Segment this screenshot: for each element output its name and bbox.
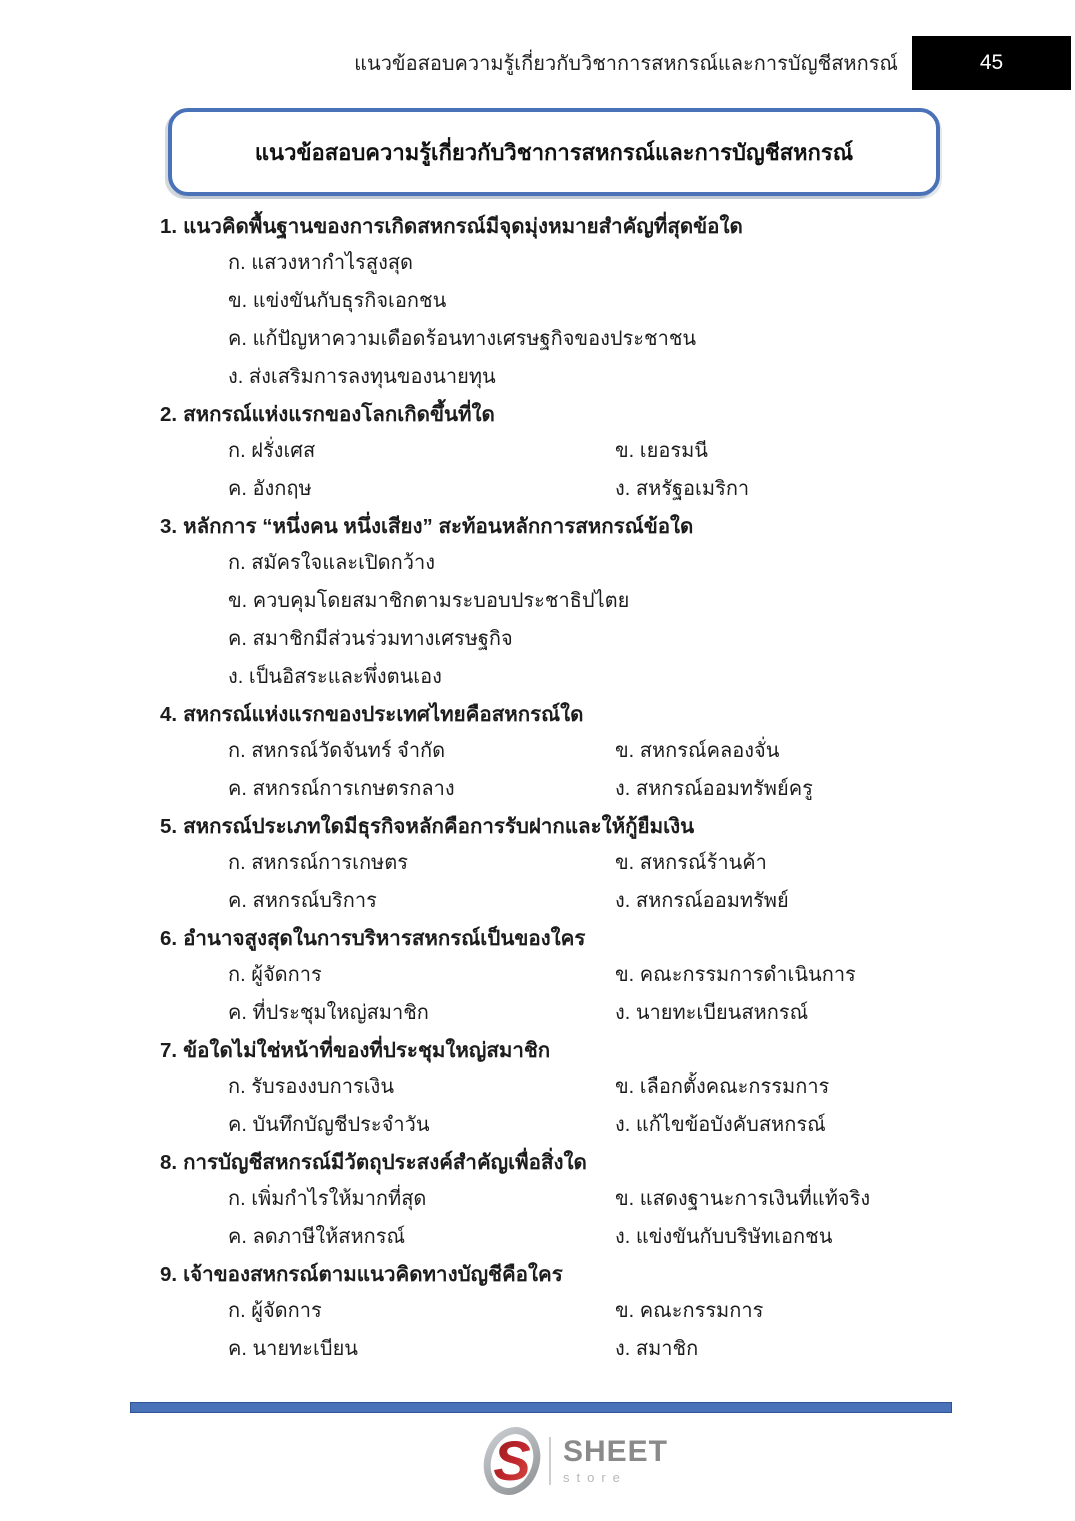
- question: [160, 210, 965, 396]
- question: [160, 922, 965, 1032]
- answer-option: ง. แข่งขันกับบริษัทเอกชน: [615, 1226, 833, 1248]
- question-text: สหกรณ์ประเภทใดมีธุรกิจหลักคือการรับฝากและให้กู้ยืมเงิน: [183, 815, 695, 838]
- title-box: [168, 108, 940, 196]
- answer-option: ก. เพิ่มกำไรให้มากที่สุด: [228, 1188, 427, 1210]
- answer-option: ค. สหกรณ์การเกษตรกลาง: [228, 778, 455, 800]
- answer-option: ง. นายทะเบียนสหกรณ์: [615, 1002, 809, 1024]
- question: [160, 398, 965, 508]
- question-heading: [160, 810, 965, 844]
- answer-option: ก. ผู้จัดการ: [228, 964, 322, 986]
- question-number: 7.: [160, 1039, 178, 1062]
- answer-option: ข. คณะกรรมการ: [615, 1300, 764, 1322]
- answer-option: ง. แก้ไขข้อบังคับสหกรณ์: [615, 1114, 826, 1136]
- question-heading: [160, 210, 965, 244]
- answer-option: ก. ผู้จัดการ: [228, 1300, 322, 1322]
- question-text: การบัญชีสหกรณ์มีวัตถุประสงค์สำคัญเพื่อสิ่งใด: [183, 1151, 587, 1174]
- answer-option: ข. สหกรณ์คลองจั่น: [615, 740, 780, 762]
- question-text: สหกรณ์แห่งแรกของประเทศไทยคือสหกรณ์ใด: [183, 703, 584, 726]
- answer-option: ค. แก้ปัญหาความเดือดร้อนทางเศรษฐกิจของประชาชน: [228, 328, 697, 350]
- svg-text:S: S: [493, 1429, 531, 1492]
- answer-option: ง. ส่งเสริมการลงทุนของนายทุน: [228, 366, 496, 388]
- question-heading: [160, 1258, 965, 1292]
- answer-option: ก. รับรองงบการเงิน: [228, 1076, 394, 1098]
- answer-option: ง. สหกรณ์ออมทรัพย์ครู: [615, 778, 813, 800]
- logo-name: SHEET: [562, 1435, 669, 1468]
- answer-option: ข. เลือกตั้งคณะกรรมการ: [615, 1076, 830, 1098]
- answer-options: [228, 1292, 965, 1368]
- answer-option: ก. สหกรณ์การเกษตร: [228, 852, 408, 874]
- page-number: 45: [979, 51, 1004, 74]
- question-text: สหกรณ์แห่งแรกของโลกเกิดขึ้นที่ใด: [183, 403, 495, 426]
- question-list: [160, 210, 965, 1370]
- question-number: 5.: [160, 815, 178, 838]
- sheet-store-logo-icon: [483, 1424, 541, 1498]
- answer-options: [228, 956, 965, 1032]
- question: [160, 698, 965, 808]
- page-title: แนวข้อสอบความรู้เกี่ยวกับวิชาการสหกรณ์และการบัญชีสหกรณ์: [254, 139, 854, 165]
- question-number: 2.: [160, 403, 178, 426]
- question-number: 3.: [160, 515, 178, 538]
- brand-logo: [483, 1424, 668, 1498]
- question-text: อำนาจสูงสุดในการบริหารสหกรณ์เป็นของใคร: [183, 927, 586, 950]
- answer-option: ก. ฝรั่งเศส: [228, 440, 316, 462]
- question-text: เจ้าของสหกรณ์ตามแนวคิดทางบัญชีคือใคร: [183, 1263, 563, 1286]
- answer-option: ข. แข่งขันกับธุรกิจเอกชน: [228, 290, 447, 312]
- question-number: 4.: [160, 703, 178, 726]
- logo-text: [563, 1437, 668, 1485]
- answer-option: ข. เยอรมนี: [615, 440, 708, 462]
- question-number: 1.: [160, 215, 178, 238]
- answer-option: ข. สหกรณ์ร้านค้า: [615, 852, 767, 874]
- question-text: ข้อใดไม่ใช่หน้าที่ของที่ประชุมใหญ่สมาชิก: [183, 1039, 551, 1062]
- answer-option: ข. แสดงฐานะการเงินที่แท้จริง: [615, 1188, 871, 1210]
- answer-option: ง. สมาชิก: [615, 1338, 699, 1360]
- answer-options: [228, 244, 965, 396]
- answer-options: [228, 732, 965, 808]
- answer-option: ง. สหรัฐอเมริกา: [615, 478, 750, 500]
- answer-option: ข. ควบคุมโดยสมาชิกตามระบอบประชาธิปไตย: [228, 590, 630, 612]
- question-heading: [160, 1034, 965, 1068]
- question-heading: [160, 698, 965, 732]
- answer-option: ก. แสวงหากำไรสูงสุด: [228, 252, 414, 274]
- answer-option: ง. เป็นอิสระและพึ่งตนเอง: [228, 666, 442, 688]
- answer-option: ค. ลดภาษีให้สหกรณ์: [228, 1226, 406, 1248]
- answer-option: ค. บันทึกบัญชีประจำวัน: [228, 1114, 430, 1136]
- question: [160, 510, 965, 696]
- footer-divider: [130, 1402, 952, 1413]
- question-heading: [160, 398, 965, 432]
- question: [160, 810, 965, 920]
- answer-options: [228, 844, 965, 920]
- page-number-box: [912, 36, 1071, 90]
- answer-option: ก. สมัครใจและเปิดกว้าง: [228, 552, 435, 574]
- answer-options: [228, 1068, 965, 1144]
- logo-subtitle: store: [562, 1470, 627, 1485]
- answer-option: ค. อังกฤษ: [228, 478, 312, 500]
- answer-option: ข. คณะกรรมการดำเนินการ: [615, 964, 856, 986]
- answer-option: ค. นายทะเบียน: [228, 1338, 358, 1360]
- footer-logo-row: [0, 1424, 1075, 1498]
- answer-option: ค. สหกรณ์บริการ: [228, 890, 377, 912]
- question-number: 9.: [160, 1263, 178, 1286]
- question-text: แนวคิดพื้นฐานของการเกิดสหกรณ์มีจุดมุ่งหมายสำคัญที่สุดข้อใด: [183, 215, 743, 238]
- logo-divider: [549, 1437, 551, 1485]
- question-number: 6.: [160, 927, 178, 950]
- answer-options: [228, 544, 965, 696]
- question: [160, 1034, 965, 1144]
- question-heading: [160, 510, 965, 544]
- page-header: [0, 36, 1071, 90]
- question-text: หลักการ “หนึ่งคน หนึ่งเสียง” สะท้อนหลักการสหกรณ์ข้อใด: [183, 515, 694, 538]
- answer-option: ง. สหกรณ์ออมทรัพย์: [615, 890, 789, 912]
- answer-options: [228, 1180, 965, 1256]
- question-heading: [160, 922, 965, 956]
- header-title: แนวข้อสอบความรู้เกี่ยวกับวิชาการสหกรณ์และการบัญชีสหกรณ์: [354, 53, 898, 75]
- question-heading: [160, 1146, 965, 1180]
- answer-options: [228, 432, 965, 508]
- question: [160, 1258, 965, 1368]
- answer-option: ค. ที่ประชุมใหญ่สมาชิก: [228, 1002, 429, 1024]
- answer-option: ค. สมาชิกมีส่วนร่วมทางเศรษฐกิจ: [228, 628, 513, 650]
- answer-option: ก. สหกรณ์วัดจันทร์ จำกัด: [228, 740, 446, 762]
- question-number: 8.: [160, 1151, 178, 1174]
- question: [160, 1146, 965, 1256]
